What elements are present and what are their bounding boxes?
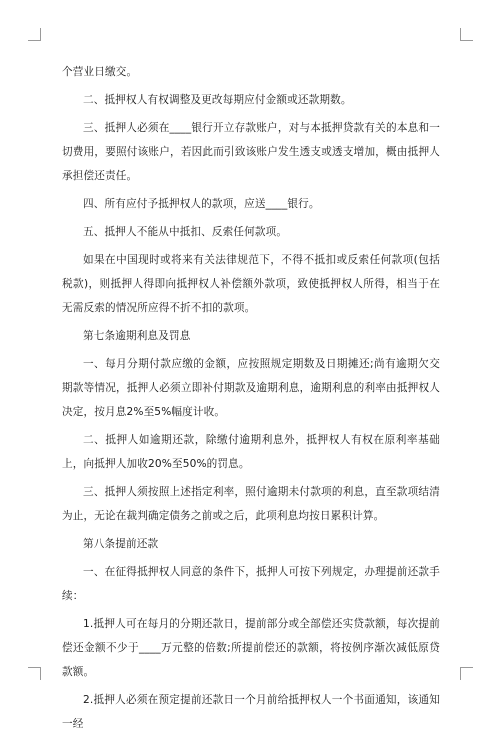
paragraph: 二、抵押权人有权调整及更改每期应付金额或还款期数。: [83, 94, 352, 106]
paragraph: 二、抵押人如逾期还款，除缴付逾期利息外，抵押权人有权在原利率基础上，向抵押人加收20%至50%的罚息。: [62, 434, 440, 470]
paragraph: 个营业日缴交。: [62, 66, 138, 78]
section-heading: 第八条提前还款: [83, 538, 159, 550]
paragraph: 三、抵押人须按照上述指定利率，照付逾期未付款项的利息，直至款项结清为止，无论在裁判确定债务之前或之后，此项利息均按日累积计算。: [62, 486, 440, 522]
corner-mark-top-left: [28, 28, 41, 41]
paragraph: 三、抵押人必须在____银行开立存款账户，对与本抵押贷款有关的本息和一切费用，要照付该账户，若因此而引致该账户发生透支或透支增加，概由抵押人承担偿还责任。: [62, 122, 440, 182]
paragraph: 一、在征得抵押权人同意的条件下，抵押人可按下列规定，办理提前还款手续：: [62, 566, 440, 602]
paragraph: 四、所有应付予抵押权人的款项，应送____银行。: [83, 198, 320, 210]
paragraph: 一、每月分期付款应缴的金额，应按照规定期数及日期摊还;尚有逾期欠交期款等情况，抵押人必须立即补付期款及逾期利息，逾期利息的利率由抵押权人决定，按月息2%至5%幅度计收。: [62, 358, 440, 418]
paragraph: 五、抵押人不能从中抵扣、反索任何款项。: [83, 226, 288, 238]
corner-mark-bottom-left: [28, 667, 41, 680]
document-body: [62, 60, 440, 740]
corner-mark-top-right: [460, 28, 473, 41]
paragraph: 如果在中国现时或将来有关法律规范下，不得不抵扣或反索任何款项(包括税款)，则抵押人得即向抵押权人补偿额外款项，致使抵押权人所得，相当于在无需反索的情况所应得不折不扣的款项。: [62, 254, 440, 314]
paragraph: 1.抵押人可在每月的分期还款日，提前部分或全部偿还实贷款额，每次提前偿还金额不少于____万元整的倍数;所提前偿还的款额，将按例序渐次减低原贷款额。: [62, 618, 440, 678]
corner-mark-bottom-right: [460, 667, 473, 680]
section-heading: 第七条逾期利息及罚息: [83, 330, 191, 342]
paragraph: 2.抵押人必须在预定提前还款日一个月前给抵押权人一个书面通知，该通知一经: [62, 694, 440, 730]
